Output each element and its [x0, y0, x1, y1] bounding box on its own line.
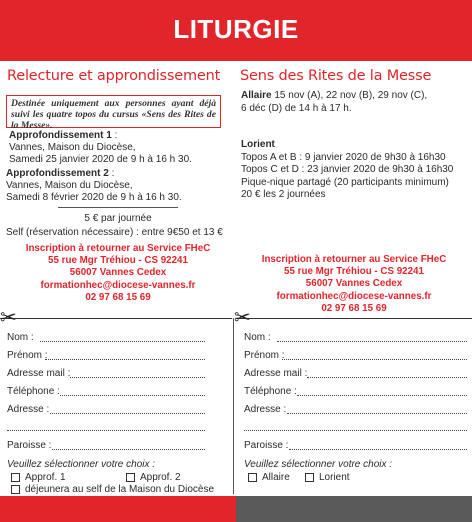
- self-price-text: Self (réservation nécessaire) : entre 9€50 et 13 €: [6, 227, 223, 238]
- left-field-prenom-label: Prénom :: [7, 350, 48, 361]
- right-field-nom-input[interactable]: [277, 341, 467, 342]
- right-field-prenom-label: Prénom :: [244, 350, 285, 361]
- contact-email-link[interactable]: formationhec@diocese-vannes.fr: [40, 279, 196, 291]
- option-lunch[interactable]: [11, 484, 214, 495]
- contact-line-service: Inscription à retourner au Service FHeC: [261, 254, 447, 265]
- allaire-label: Allaire: [241, 90, 272, 101]
- checkbox-lunch[interactable]: [11, 485, 20, 494]
- right-field-email-input[interactable]: [307, 377, 467, 378]
- price-divider: [58, 207, 178, 208]
- right-field-address-input-line2[interactable]: [244, 430, 467, 431]
- page-title: LITURGIE: [173, 14, 299, 44]
- left-contact-block: [0, 243, 236, 304]
- session-2: [6, 168, 182, 204]
- right-field-address-input[interactable]: [287, 413, 467, 414]
- contact-line-city: 56007 Vannes Cedex: [69, 267, 167, 279]
- session-2-date: Samedi 8 février 2020 de 9 h à 16 h 30.: [6, 192, 182, 203]
- session-2-place: Vannes, Maison du Diocèse,: [6, 180, 133, 191]
- form-divider: [233, 318, 234, 494]
- right-contact-block: [236, 254, 472, 315]
- allaire-line-1: 15 nov (A), 22 nov (B), 29 nov (C),: [271, 90, 428, 101]
- left-field-nom-label: Nom :: [7, 332, 34, 343]
- session-2-suffix: :: [108, 168, 115, 179]
- right-field-nom-label: Nom :: [244, 332, 271, 343]
- allaire-dates: [241, 90, 427, 115]
- lorient-line-4: 20 € les 2 journées: [241, 189, 326, 200]
- option-lunch-label: déjeunera au self de la Maison du Diocèse: [25, 484, 215, 495]
- lorient-label: Lorient: [241, 139, 275, 150]
- left-field-address-input[interactable]: [50, 413, 205, 414]
- checkbox-lorient[interactable]: [305, 473, 314, 482]
- option-approf-2-label: Approf. 2: [140, 472, 181, 483]
- lorient-dates: [241, 139, 453, 202]
- checkbox-approf-1[interactable]: [11, 473, 20, 482]
- lorient-line-2: Topos C et D : 23 janvier 2020 de 9h30 à 16h30: [241, 164, 454, 175]
- right-section-title: Sens des Rites de la Messe: [240, 68, 432, 84]
- right-field-parish-input[interactable]: [289, 449, 467, 450]
- left-field-address-input-line2[interactable]: [7, 430, 205, 431]
- right-field-email-label: Adresse mail :: [244, 368, 308, 379]
- right-field-phone-label: Téléphone :: [244, 386, 297, 397]
- header-banner: [0, 0, 472, 61]
- session-1-title: Approfondissement 1: [9, 130, 112, 141]
- left-field-nom-input[interactable]: [40, 341, 205, 342]
- right-field-parish-label: Paroisse :: [244, 440, 289, 451]
- notice-box: Destinée uniquement aux personnes ayant déjà suivi les quatre topos du cursus «Sens des Rites de la Messe».: [6, 95, 221, 128]
- right-choice-prompt: Veuillez sélectionner votre choix :: [244, 459, 393, 470]
- left-field-prenom-input[interactable]: [45, 359, 205, 360]
- footer-bar-gray: [236, 496, 472, 522]
- cut-line-left: [0, 318, 232, 319]
- price-text: 5 € par journée: [84, 213, 152, 224]
- contact-line-city: 56007 Vannes Cedex: [305, 278, 403, 290]
- lorient-line-1: Topos A et B : 9 janvier 2020 de 9h30 à 16h30: [241, 151, 446, 163]
- right-field-prenom-input[interactable]: [282, 359, 467, 360]
- option-allaire-label: Allaire: [262, 472, 290, 483]
- checkbox-approf-2[interactable]: [126, 473, 135, 482]
- left-field-phone-label: Téléphone :: [7, 386, 60, 397]
- lorient-line-3: Pique-nique partagé (20 participants minimum): [241, 176, 449, 188]
- option-approf-1-label: Approf. 1: [25, 472, 66, 483]
- option-lorient-label: Lorient: [319, 472, 350, 483]
- checkbox-allaire[interactable]: [248, 473, 257, 482]
- session-1-suffix: :: [111, 130, 118, 141]
- left-choice-prompt: Veuillez sélectionner votre choix :: [7, 459, 156, 470]
- contact-phone: 02 97 68 15 69: [321, 302, 387, 314]
- left-field-address-label: Adresse :: [7, 404, 50, 415]
- option-allaire[interactable]: [248, 472, 290, 483]
- allaire-line-2: 6 déc (D) de 14 h à 17 h.: [241, 102, 352, 114]
- session-1-place: Vannes, Maison du Diocèse,: [9, 142, 136, 153]
- contact-line-street: 55 rue Mgr Tréhiou - CS 92241: [284, 266, 424, 278]
- footer-bar-red: [0, 496, 236, 522]
- session-1: [9, 130, 192, 166]
- contact-line-street: 55 rue Mgr Tréhiou - CS 92241: [48, 255, 188, 267]
- contact-line-service: Inscription à retourner au Service FHeC: [25, 243, 211, 254]
- left-field-email-input[interactable]: [70, 377, 205, 378]
- right-field-address-label: Adresse :: [244, 404, 287, 415]
- contact-phone: 02 97 68 15 69: [85, 291, 151, 303]
- scissors-icon: ✂: [234, 305, 251, 329]
- left-field-email-label: Adresse mail :: [7, 368, 71, 379]
- option-approf-1[interactable]: [11, 472, 66, 483]
- contact-email-link[interactable]: formationhec@diocese-vannes.fr: [276, 290, 432, 302]
- right-field-phone-input[interactable]: [297, 395, 467, 396]
- cut-line-right: [236, 318, 472, 319]
- option-lorient[interactable]: [305, 472, 350, 483]
- left-section-title: Relecture et approndissement: [7, 68, 221, 84]
- left-field-parish-label: Paroisse :: [7, 440, 52, 451]
- session-1-date: Samedi 25 janvier 2020 de 9 h à 16 h 30.: [9, 154, 192, 165]
- left-field-phone-input[interactable]: [60, 395, 205, 396]
- scissors-icon: ✂: [0, 305, 17, 329]
- option-approf-2[interactable]: [126, 472, 181, 483]
- session-2-title: Approfondissement 2: [6, 168, 109, 179]
- left-field-parish-input[interactable]: [52, 449, 205, 450]
